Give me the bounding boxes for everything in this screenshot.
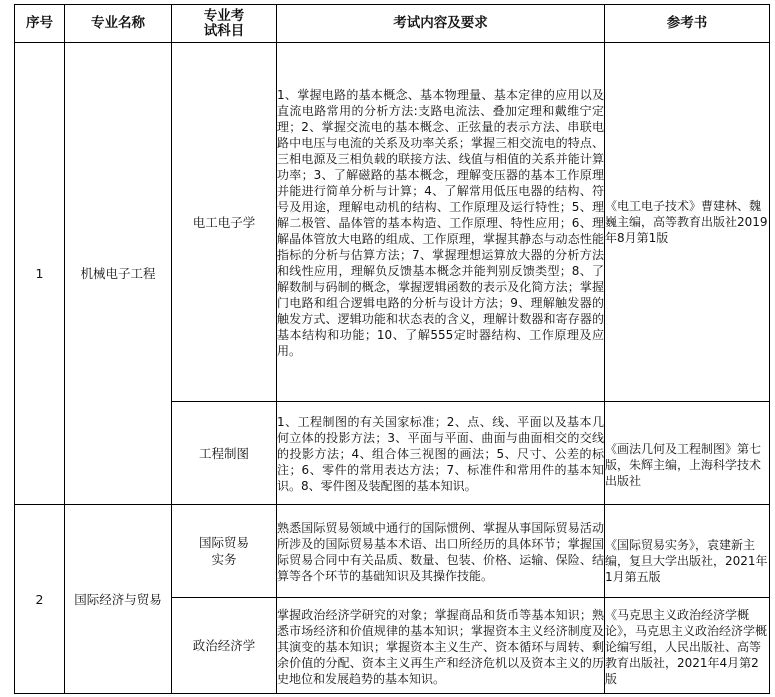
subject-content [277,43,605,402]
row-seq: 1 [15,43,65,505]
row-major: 机械电子工程 [65,43,172,505]
subject-content-text: 熟悉国际贸易领域中通行的国际惯例、掌握从事国际贸易活动所涉及的国际贸易基本术语、出口所经历的具体环节；掌握国际贸易合同中有关品质、数量、包装、价格、运输、保险、结算等各个环节的基础知识及其操作技能。 [277,521,604,583]
exam-requirements-table [14,4,770,694]
row-seq: 2 [15,505,65,694]
reference-book [605,43,770,402]
reference-book [605,402,770,505]
reference-book-text: 《国际贸易实务》，袁建新主编，复旦大学出版社，2021年1月第五版 [605,538,768,584]
reference-book-text: 《画法几何及工程制图》第七版，朱辉主编，上海科学技术出版社 [605,442,762,488]
header-major: 专业名称 [65,5,172,43]
header-subject: 专业考试科目 [172,5,277,43]
reference-book [605,505,770,598]
subject-content-text: 1、掌握电路的基本概念、基本物理量、基本定律的应用以及直流电路常用的分析方法:支路电流法、叠加定理和戴维宁定理；2、掌握交流电的基本概念、正弦量的表示方法、串联电路中电压与电流的关系及功率关系；掌握三相交流电的特点、三相电源及三相负载的联接方法、线值与相值的关系并能计算功率；3、了解磁路的基本概念，理解变压器的基本工作原理并能进行简单分析与计算；4、了解常用低压电器的结构、符号及用途，理解电动机的结构、工作原理及运行特性；5、理解二极管、晶体管的基本构造、工作原理、特性应用；6、理解晶体管放大电路的组成、工作原理，掌握其静态与动态性能指标的分析与估算方法；7、掌握理想运算放大器的分析方法和线性应用，理解负反馈基本概念并能判别反馈类型；8、了解数制与码制的概念，掌握逻辑函数的表示及化简方法；掌握门电路和组合逻辑电路的分析与设计方法；9、理解触发器的触发方式、逻辑功能和状态表的含义，理解计数器和寄存器的基本结构和功能；10、了解555定时器结构、工作原理及应用。 [277,88,604,358]
subject-content [277,402,605,505]
subject-content-text: 掌握政治经济学研究的对象；掌握商品和货币等基本知识；熟悉市场经济和价值规律的基本知识；掌握资本主义经济制度及其演变的基本知识；掌握资本主义生产、资本循环与周转、剩余价值的分配、资本主义再生产和经济危机以及资本主义的历史地位和发展趋势的基本知识。 [277,607,604,686]
reference-book [605,598,770,694]
subject-name: 政治经济学 [172,598,277,694]
subject-name: 国际贸易实务 [172,505,277,598]
table-row [15,43,770,402]
table-row [15,505,770,598]
subject-content-text: 1、工程制图的有关国家标准；2、点、线、平面以及基本几何立体的投影方法；3、平面与平面、曲面与曲面相交的交线的投影方法；4、组合体三视图的画法；5、尺寸、公差的标注；6、零件的常用表达方法；7、标准件和常用件的基本知识。8、零件图及装配图的基本知识。 [277,415,604,493]
subject-name: 电工电子学 [172,43,277,402]
subject-content [277,505,605,598]
header-seq: 序号 [15,5,65,43]
header-content: 考试内容及要求 [277,5,605,43]
row-major: 国际经济与贸易 [65,505,172,694]
reference-book-text: 《电工电子技术》曹建林、魏巍主编，高等教育出版社2019年8月第1版 [605,199,768,245]
header-row [15,5,770,43]
subject-name: 工程制图 [172,402,277,505]
subject-content [277,598,605,694]
header-book: 参考书 [605,5,770,43]
reference-book-text: 《马克思主义政治经济学概论》，马克思主义政治经济学概论编写组，人民出版社、高等教育出版社，2021年4月第2版 [605,607,768,686]
